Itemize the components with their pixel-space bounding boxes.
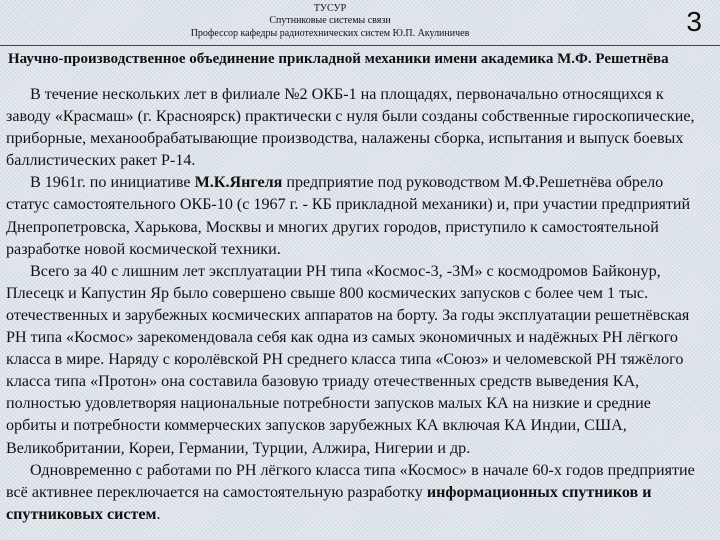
slide-header <box>0 0 720 46</box>
page-number: 3 <box>686 6 702 37</box>
paragraph-4 <box>6 460 696 526</box>
paragraph-3: Всего за 40 с лишним лет эксплуатации РН типа «Космос-3, -3М» с космодромов Байконур, Плесецк и Капустин Яр было совершено свыше 800 космических запусков с более чем 1 тыс. отечественных и зарубежных космических аппаратов на борту. За годы эксплуатации решетнёвская РН типа «Космос» зарекомендовала себя как одна из самых экономичных и надёжных РН лёгкого класса в мире. Наряду с королёвской РН среднего класса типа «Союз» и челомевской РН тяжёлого класса типа «Протон» она составила базовую триаду отечественных средств выведения КА, полностью удовлетворяя национальные потребности запусков малых КА на низкие и средние орбиты и потребности коммерческих запусков зарубежных КА включая КА Индии, США, Великобритании, Кореи, Германии, Турции, Алжира, Нигерии и др. <box>6 262 690 457</box>
page-title: Научно-производственное объединение прикладной механики имени академика М.Ф. Решетнёва <box>8 51 669 67</box>
paragraph-4-start: Одновременно с работами по РН лёгкого класса типа «Космос» в начале 60-х годов предприятие всё активнее переключается на самостоятельную разработку <box>6 461 695 501</box>
header-course: Спутниковые системы связи <box>269 15 391 26</box>
header-organization: ТУСУР <box>313 3 347 14</box>
paragraph-4-emphasis: информационных спутников и спутниковых систем <box>6 483 652 523</box>
header-author: Профессор кафедры радиотехнических систем Ю.П. Акулиничев <box>190 28 470 39</box>
header-divider <box>0 45 720 46</box>
body-text <box>6 84 696 526</box>
paragraph-4-end: . <box>156 505 161 523</box>
paragraph-2-start: В 1961г. по инициативе <box>30 174 195 192</box>
paragraph-2-end: предприятие под руководством М.Ф.Решетнёва обрело статус самостоятельного ОКБ-10 (с 1967 г. - КБ прикладной механики) и, при участии предприятий Днепропетровска, Харькова, Москвы и многих других городов, приступило к самостоятельной разработке новой космической техники. <box>6 174 691 258</box>
paragraph-1: В течение нескольких лет в филиале №2 ОКБ-1 на площадях, первоначально относящихся к заводу «Красмаш» (г. Красноярск) практически с нуля были созданы собственные гироскопические, приборные, механообрабатывающие производства, налажены сборка, испытания и выпуск боевых баллистических ракет Р-14. <box>6 86 695 170</box>
paragraph-2 <box>6 172 696 260</box>
paragraph-2-name: М.К.Янгеля <box>194 174 283 192</box>
